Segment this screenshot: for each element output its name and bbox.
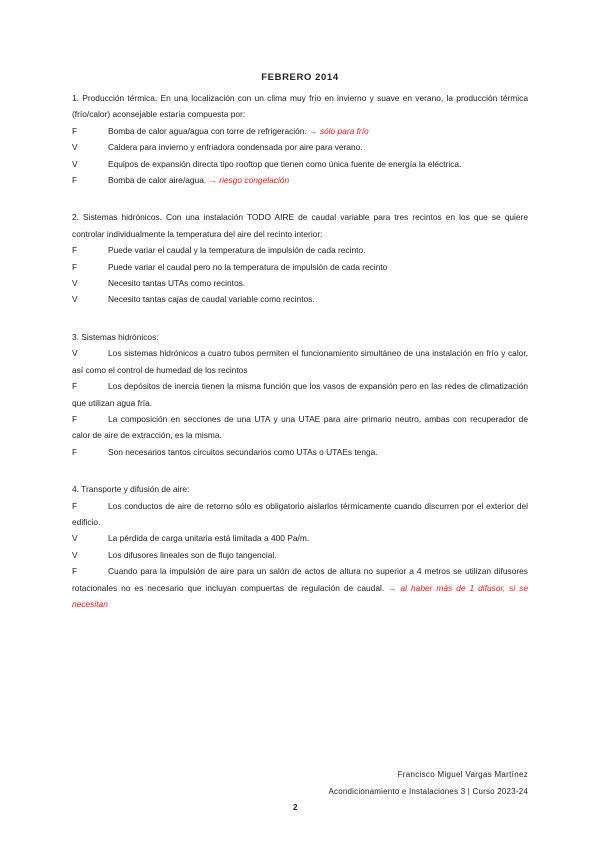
- answer-item: [72, 378, 528, 411]
- answer-mark: F: [72, 381, 78, 392]
- answer-item: [72, 259, 528, 275]
- answer-text: Los depósitos de inercia tienen la misma función que los vasos de expansión pero en las redes de climatización que utilizan agua fría.: [72, 381, 528, 408]
- section-intro: 4. Transporte y difusión de aire:: [72, 484, 190, 495]
- footer-author: Francisco Miguel Vargas Martínez: [397, 770, 528, 779]
- answer-item: [72, 444, 528, 460]
- answer-item: [72, 172, 528, 188]
- answer-mark: V: [72, 142, 78, 153]
- answer-item: [72, 547, 528, 563]
- question-section-3: [72, 329, 528, 460]
- section-intro: 1. Producción térmica. En una localización con un clima muy frío en invierno y suave en verano, la producción térmica (frío/calor) aconsejable estaría compuesta por:: [72, 93, 528, 120]
- answer-text: Los conductos de aire de retorno sólo es obligatorio aislarlos térmicamente cuando discurren por el exterior del edificio.: [72, 500, 528, 527]
- answer-item: [72, 139, 528, 155]
- answer-text: La pérdida de carga unitaria está limitada a 400 Pa/m.: [108, 533, 310, 544]
- answer-mark: V: [72, 158, 78, 169]
- answer-text: Necesito tantas UTAs como recintos.: [108, 278, 246, 289]
- answer-mark: F: [72, 500, 78, 511]
- answer-text: Necesito tantas cajas de caudal variable como recintos.: [108, 294, 315, 305]
- section-intro: 2. Sistemas hidrónicos. Con una instalación TODO AIRE de caudal variable para tres recintos en los que se quiere controlar individualmente la temperatura del aire del recinto interior:: [72, 212, 528, 239]
- answer-mark: V: [72, 533, 78, 544]
- answer-text: Son necesarios tantos circuitos secundarios como UTAs o UTAEs tenga.: [108, 446, 378, 457]
- document-page: [72, 72, 528, 633]
- answer-item: [72, 345, 528, 378]
- answer-text: Bomba de calor agua/agua con torre de refrigeración.: [108, 125, 307, 136]
- answer-text: Los difusores lineales son de flujo tangencial.: [108, 549, 277, 560]
- answer-text: La composición en secciones de una UTA y una UTAE para aire primario neutro, ambas con recuperador de calor de aire de extracción, es la misma.: [72, 413, 528, 441]
- answer-text: Puede variar el caudal pero no la temperatura de impulsión de cada recinto: [108, 261, 388, 272]
- answer-text: Cuando para la impulsión de aire para un salón de actos de altura no superior a 4 metros se utilizan difusores rotacionales no es necesario que incluyan compuertas de regulación de caudal.: [72, 566, 528, 593]
- footer-course: Acondicionamiento e Instalaciones 3 | Curso 2023-24: [328, 787, 528, 796]
- answer-mark: F: [72, 245, 78, 256]
- answer-mark: V: [72, 549, 78, 560]
- answer-mark: F: [72, 175, 78, 186]
- answer-mark: F: [72, 446, 78, 457]
- section-intro: 3. Sistemas hidrónicos:: [72, 331, 159, 342]
- answer-mark: F: [72, 413, 78, 424]
- answer-mark: F: [72, 566, 78, 577]
- question-section-2: [72, 209, 528, 307]
- answer-mark: V: [72, 294, 78, 305]
- answer-item: [72, 498, 528, 531]
- answer-text: Los sistemas hidrónicos a cuatro tubos permiten el funcionamiento simultáneo de una instalación en frío y calor, así como el control de humedad de los recintos: [72, 348, 528, 375]
- answer-mark: F: [72, 125, 78, 136]
- page-title: FEBRERO 2014: [261, 72, 339, 83]
- answer-item: [72, 123, 528, 139]
- answer-item: [72, 275, 528, 291]
- answer-mark: V: [72, 278, 78, 289]
- answer-item: [72, 530, 528, 546]
- answer-text: Equipos de expansión directa tipo rooftop que tienen como única fuente de energía la eléctrica.: [108, 158, 462, 169]
- answer-text: Puede variar el caudal y la temperatura de impulsión de cada recinto.: [108, 245, 366, 256]
- answer-item: [72, 291, 528, 307]
- answer-text: Bomba de calor aire/agua.: [108, 175, 207, 186]
- question-section-4: [72, 481, 528, 612]
- answer-mark: V: [72, 348, 78, 359]
- annotation-note: → sólo para frío: [309, 125, 369, 136]
- answer-item: [72, 563, 528, 612]
- answer-item: [72, 156, 528, 172]
- annotation-note: → riesgo congelación: [208, 175, 290, 186]
- answer-mark: F: [72, 261, 78, 272]
- question-section-1: [72, 90, 528, 188]
- page-number: 2: [293, 803, 298, 812]
- answer-text: Caldera para invierno y enfriadora condensada por aire para verano.: [108, 142, 363, 153]
- answer-item: [72, 242, 528, 258]
- answer-item: [72, 411, 528, 444]
- annotation-note: → al haber más de 1 difusor, si se necesitan: [72, 582, 528, 609]
